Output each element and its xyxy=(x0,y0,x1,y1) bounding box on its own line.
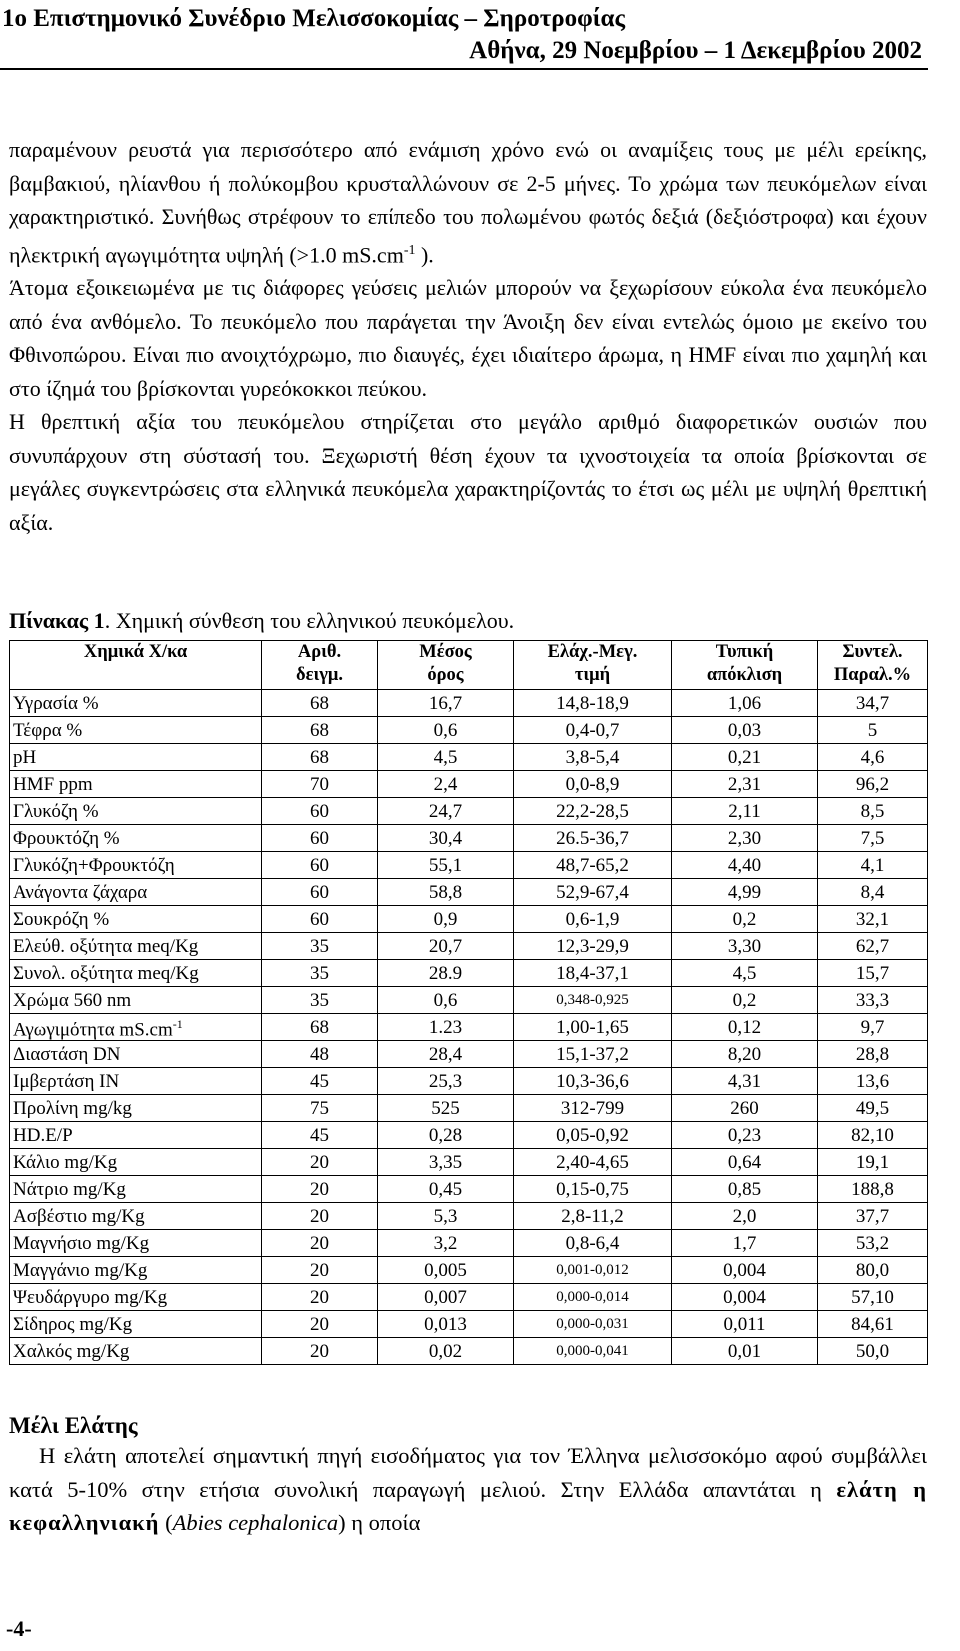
table-cell: 35 xyxy=(262,987,378,1014)
table-cell: 55,1 xyxy=(378,852,514,879)
table-row xyxy=(10,1230,928,1257)
table-cell: Γλυκόζη+Φρουκτόζη xyxy=(10,852,262,879)
table-row xyxy=(10,906,928,933)
table-cell: Νάτριο mg/Kg xyxy=(10,1176,262,1203)
table-cell: 35 xyxy=(262,933,378,960)
table-cell: 0,005 xyxy=(378,1257,514,1284)
table-cell: 312-799 xyxy=(514,1095,672,1122)
table-cell: 28.9 xyxy=(378,960,514,987)
table-cell: 70 xyxy=(262,771,378,798)
table-row xyxy=(10,1149,928,1176)
table-cell: Διαστάση DN xyxy=(10,1041,262,1068)
table-cell: 68 xyxy=(262,717,378,744)
table-cell: 25,3 xyxy=(378,1068,514,1095)
superscript: -1 xyxy=(172,1017,183,1031)
table-cell: Ασβέστιο mg/Kg xyxy=(10,1203,262,1230)
table-cell: 15,1-37,2 xyxy=(514,1041,672,1068)
table-row xyxy=(10,933,928,960)
table-cell: 0,000-0,041 xyxy=(514,1338,672,1365)
table-header-row xyxy=(10,641,928,690)
table-cell: 4,5 xyxy=(672,960,818,987)
table-cell: pH xyxy=(10,744,262,771)
table-cell: Αγωγιμότητα $mS.cm^{-1}$ xyxy=(10,1014,262,1041)
table-cell: 2,0 xyxy=(672,1203,818,1230)
column-header xyxy=(378,641,514,690)
table-cell: 15,7 xyxy=(818,960,928,987)
table-cell: 20 xyxy=(262,1257,378,1284)
table-cell: 60 xyxy=(262,798,378,825)
table-cell: 3,35 xyxy=(378,1149,514,1176)
table-cell: 58,8 xyxy=(378,879,514,906)
column-header xyxy=(514,641,672,690)
table-caption-text: . Χημική σύνθεση του ελληνικού πευκόμελου. xyxy=(104,608,515,633)
table-cell: 28,8 xyxy=(818,1041,928,1068)
table-cell: 60 xyxy=(262,825,378,852)
table-row xyxy=(10,1041,928,1068)
table-cell: 52,9-67,4 xyxy=(514,879,672,906)
table-cell: 0,21 xyxy=(672,744,818,771)
conference-dates: Αθήνα, 29 Νοεμβρίου – 1 Δεκεμβρίου 2002 xyxy=(469,37,922,64)
table-cell: 0,000-0,031 xyxy=(514,1311,672,1338)
table-cell: HD.E/P xyxy=(10,1122,262,1149)
table-cell: 525 xyxy=(378,1095,514,1122)
table-cell: 0,23 xyxy=(672,1122,818,1149)
table-cell: 1,00-1,65 xyxy=(514,1014,672,1041)
column-header-line2: τιμή xyxy=(574,665,611,685)
table-cell: 1,06 xyxy=(672,690,818,717)
table-cell: 0,348-0,925 xyxy=(514,987,672,1014)
table-cell: 0,15-0,75 xyxy=(514,1176,672,1203)
table-cell: Χαλκός mg/Kg xyxy=(10,1338,262,1365)
table-cell: 4,31 xyxy=(672,1068,818,1095)
table-cell: 0,8-6,4 xyxy=(514,1230,672,1257)
table-row xyxy=(10,825,928,852)
table-row xyxy=(10,1014,928,1041)
table-row xyxy=(10,1203,928,1230)
table-cell: Γλυκόζη % xyxy=(10,798,262,825)
table-cell: 0,12 xyxy=(672,1014,818,1041)
table-row xyxy=(10,987,928,1014)
column-header-line2: δειγμ. xyxy=(295,665,343,685)
section-text-start: Η ελάτη αποτελεί σημαντική πηγή εισοδήματος για τον Έλληνα μελισσοκόμο αφού συμβάλλει κατά 5-10% στην ετήσια συνολική παραγωγή μελιού. Στην Ελλάδα απαντάται η xyxy=(9,1443,927,1502)
column-header-line1: Μέσος xyxy=(419,642,472,662)
table-cell: Κάλιο mg/Kg xyxy=(10,1149,262,1176)
table-cell: 0,000-0,014 xyxy=(514,1284,672,1311)
column-header-line1: Ελάχ.-Μεγ. xyxy=(547,642,638,662)
table-cell: 37,7 xyxy=(818,1203,928,1230)
table-cell: 24,7 xyxy=(378,798,514,825)
table-cell: Ανάγοντα ζάχαρα xyxy=(10,879,262,906)
table-row xyxy=(10,1284,928,1311)
table-cell: 260 xyxy=(672,1095,818,1122)
table-row xyxy=(10,690,928,717)
table-cell: 0,64 xyxy=(672,1149,818,1176)
table-cell: 188,8 xyxy=(818,1176,928,1203)
table-row xyxy=(10,744,928,771)
chemical-composition-table xyxy=(9,640,928,1365)
column-header-line1: Χημικά Χ/κα xyxy=(83,642,188,662)
indent xyxy=(9,1443,39,1468)
table-row xyxy=(10,798,928,825)
table-cell: 2,8-11,2 xyxy=(514,1203,672,1230)
table-cell: 53,2 xyxy=(818,1230,928,1257)
column-header-line1: Τυπική xyxy=(715,642,774,662)
table-cell: Συνολ. οξύτητα meq/Kg xyxy=(10,960,262,987)
table-cell: 4,5 xyxy=(378,744,514,771)
table-cell: Ιμβερτάση IN xyxy=(10,1068,262,1095)
column-header-line2: απόκλιση xyxy=(706,665,783,685)
table-row xyxy=(10,771,928,798)
paragraph-1 xyxy=(9,133,927,271)
table-cell: 20 xyxy=(262,1338,378,1365)
table-cell: 33,3 xyxy=(818,987,928,1014)
table-cell: 0,004 xyxy=(672,1257,818,1284)
table-row xyxy=(10,1311,928,1338)
table-cell: Μαγγάνιο mg/Kg xyxy=(10,1257,262,1284)
table-cell: 62,7 xyxy=(818,933,928,960)
table-cell: 20 xyxy=(262,1203,378,1230)
table-cell: 8,4 xyxy=(818,879,928,906)
table-cell: 48 xyxy=(262,1041,378,1068)
table-cell: 4,40 xyxy=(672,852,818,879)
table-cell: 7,5 xyxy=(818,825,928,852)
section-title: Μέλι Ελάτης xyxy=(9,1413,138,1438)
superscript: -1 xyxy=(403,242,416,258)
column-header-line2: Παραλ.% xyxy=(833,665,912,685)
table-cell: 3,2 xyxy=(378,1230,514,1257)
table-cell: 49,5 xyxy=(818,1095,928,1122)
table-cell: 3,30 xyxy=(672,933,818,960)
table-cell: Ελεύθ. οξύτητα meq/Kg xyxy=(10,933,262,960)
table-cell: 19,1 xyxy=(818,1149,928,1176)
table-cell: 4,99 xyxy=(672,879,818,906)
table-cell: 0,9 xyxy=(378,906,514,933)
table-cell: 10,3-36,6 xyxy=(514,1068,672,1095)
table-cell: 0,01 xyxy=(672,1338,818,1365)
table-cell: 2,40-4,65 xyxy=(514,1149,672,1176)
table-cell: 18,4-37,1 xyxy=(514,960,672,987)
table-cell: 14,8-18,9 xyxy=(514,690,672,717)
table-cell: 68 xyxy=(262,744,378,771)
column-header xyxy=(672,641,818,690)
section-text-end: ) η οποία xyxy=(338,1510,421,1535)
body-text xyxy=(9,133,927,539)
paragraph-1-text: παραμένουν ρευστά για περισσότερο από ενάμιση χρόνο ενώ οι αναμίξεις τους με μέλι ερείκης, βαμβακιού, ηλίανθου ή πολύκομβου κρυσταλλώνουν σε 2-5 μήνες. Το χρώμα των πευκόμελων είναι χαρακτηριστικό. Συνήθως στρέφουν το επίπεδο του πολωμένου φωτός δεξιά (δεξιόστροφα) και έχουν ηλεκτρική αγωγιμότητα υψηλή (>1.0 mS.cm xyxy=(9,137,927,267)
table-cell: 60 xyxy=(262,906,378,933)
table-cell: 0,6 xyxy=(378,717,514,744)
table-cell: 20 xyxy=(262,1311,378,1338)
table-cell: 0,45 xyxy=(378,1176,514,1203)
table-cell: 68 xyxy=(262,1014,378,1041)
table-cell: 50,0 xyxy=(818,1338,928,1365)
table-cell: 9,7 xyxy=(818,1014,928,1041)
table-cell: 0,2 xyxy=(672,906,818,933)
table-cell: 96,2 xyxy=(818,771,928,798)
table-cell: 75 xyxy=(262,1095,378,1122)
table-cell: 2,30 xyxy=(672,825,818,852)
table-cell: 0,4-0,7 xyxy=(514,717,672,744)
table-cell: Φρουκτόζη % xyxy=(10,825,262,852)
table-cell: 8,20 xyxy=(672,1041,818,1068)
table-cell: 2,11 xyxy=(672,798,818,825)
section-text xyxy=(9,1439,927,1540)
table-cell: 26.5-36,7 xyxy=(514,825,672,852)
table-cell: Προλίνη mg/kg xyxy=(10,1095,262,1122)
table-cell: 1.23 xyxy=(378,1014,514,1041)
table-cell: 5,3 xyxy=(378,1203,514,1230)
table-cell: 2,4 xyxy=(378,771,514,798)
table-cell: 5 xyxy=(818,717,928,744)
table-cell: Μαγνήσιο mg/Kg xyxy=(10,1230,262,1257)
table-label: Πίνακας 1 xyxy=(9,608,105,633)
column-header-line2: όρος xyxy=(427,665,464,685)
table-cell: 80,0 xyxy=(818,1257,928,1284)
column-header-line1: Αριθ. xyxy=(297,642,342,662)
table-cell: 0,007 xyxy=(378,1284,514,1311)
table-cell: 45 xyxy=(262,1068,378,1095)
column-header xyxy=(818,641,928,690)
paragraph-2: Άτομα εξοικειωμένα με τις διάφορες γεύσεις μελιών μπορούν να ξεχωρίσουν εύκολα ένα πευκόμελο από ένα ανθόμελο. Το πευκόμελο που παράγεται την Άνοιξη δεν είναι εντελώς όμοιο με εκείνο του Φθινοπώρου. Είναι πιο ανοιχτόχρωμο, πιο διαυγές, έχει ιδιαίτερο άρωμα, η HMF είναι πιο χαμηλή και στο ίζημά του βρίσκονται γυρεόκοκκοι πεύκου. xyxy=(9,275,927,401)
table-cell: 45 xyxy=(262,1122,378,1149)
table-cell: 0,85 xyxy=(672,1176,818,1203)
table-cell: 20,7 xyxy=(378,933,514,960)
table-cell: Υγρασία % xyxy=(10,690,262,717)
table-cell: 60 xyxy=(262,852,378,879)
table-cell: 0,004 xyxy=(672,1284,818,1311)
table-row xyxy=(10,1176,928,1203)
table-cell: 0,02 xyxy=(378,1338,514,1365)
table-row xyxy=(10,1122,928,1149)
table-cell: 0,0-8,9 xyxy=(514,771,672,798)
species-name: Abies cephalonica xyxy=(172,1510,339,1535)
table-cell: 0,013 xyxy=(378,1311,514,1338)
paragraph-3: Η θρεπτική αξία του πευκόμελου στηρίζεται στο μεγάλο αριθμό διαφορετικών ουσιών που συνυπάρχουν στη σύστασή του. Ξεχωριστή θέση έχουν τα ιχνοστοιχεία τα οποία βρίσκονται σε μεγάλες συγκεντρώσεις στα ελληνικά πευκόμελα χαρακτηρίζοντάς το έτσι ως μέλι με υψηλή θρεπτική αξία. xyxy=(9,409,927,535)
column-header-line1: Συντελ. xyxy=(842,642,903,662)
table-cell: 20 xyxy=(262,1149,378,1176)
table-cell: Τέφρα % xyxy=(10,717,262,744)
column-header xyxy=(262,641,378,690)
table-cell: Σίδηρος mg/Kg xyxy=(10,1311,262,1338)
table-row xyxy=(10,1095,928,1122)
section-bold: ελάτη η κεφαλληνιακή xyxy=(9,1476,927,1535)
table-cell: 34,7 xyxy=(818,690,928,717)
table-cell: 60 xyxy=(262,879,378,906)
table-cell: 4,1 xyxy=(818,852,928,879)
table-cell: 84,61 xyxy=(818,1311,928,1338)
table-row xyxy=(10,1257,928,1284)
table-cell: 0,03 xyxy=(672,717,818,744)
table-cell: 4,6 xyxy=(818,744,928,771)
table-cell: 20 xyxy=(262,1284,378,1311)
page-number: -4- xyxy=(6,1616,32,1641)
table-cell: 20 xyxy=(262,1230,378,1257)
table-cell: 12,3-29,9 xyxy=(514,933,672,960)
table-row xyxy=(10,1068,928,1095)
table-cell: 0,011 xyxy=(672,1311,818,1338)
table-cell: 22,2-28,5 xyxy=(514,798,672,825)
page-header xyxy=(0,4,928,70)
table-caption xyxy=(9,608,514,634)
table-cell: 2,31 xyxy=(672,771,818,798)
table-cell: 28,4 xyxy=(378,1041,514,1068)
table-cell: 0,28 xyxy=(378,1122,514,1149)
table-row xyxy=(10,1338,928,1365)
table-cell: 30,4 xyxy=(378,825,514,852)
conference-title: 1ο Επιστημονικό Συνέδριο Μελισσοκομίας – Σηροτροφίας xyxy=(2,5,625,32)
table-cell: 68 xyxy=(262,690,378,717)
table-cell: 0,6 xyxy=(378,987,514,1014)
table-cell: 57,10 xyxy=(818,1284,928,1311)
table-cell: 35 xyxy=(262,960,378,987)
table-cell: 3,8-5,4 xyxy=(514,744,672,771)
table-cell: 0,05-0,92 xyxy=(514,1122,672,1149)
table-cell: Χρώμα 560 nm xyxy=(10,987,262,1014)
table-cell: Ψευδάργυρο mg/Kg xyxy=(10,1284,262,1311)
table-cell: 0,2 xyxy=(672,987,818,1014)
table-cell: 8,5 xyxy=(818,798,928,825)
table-cell: 13,6 xyxy=(818,1068,928,1095)
table-cell: 82,10 xyxy=(818,1122,928,1149)
table-cell: HMF ppm xyxy=(10,771,262,798)
table-cell: Σουκρόζη % xyxy=(10,906,262,933)
table-cell: 20 xyxy=(262,1176,378,1203)
table-cell: 0,6-1,9 xyxy=(514,906,672,933)
column-header xyxy=(10,641,262,690)
paragraph-1-end: ). xyxy=(415,241,434,267)
table-row xyxy=(10,879,928,906)
table-row xyxy=(10,852,928,879)
table-cell: 32,1 xyxy=(818,906,928,933)
table-cell: 1,7 xyxy=(672,1230,818,1257)
table-row xyxy=(10,960,928,987)
table-cell: 48,7-65,2 xyxy=(514,852,672,879)
table-cell: 16,7 xyxy=(378,690,514,717)
table-cell: 0,001-0,012 xyxy=(514,1257,672,1284)
section-text-mid: ( xyxy=(159,1510,173,1535)
table-row xyxy=(10,717,928,744)
